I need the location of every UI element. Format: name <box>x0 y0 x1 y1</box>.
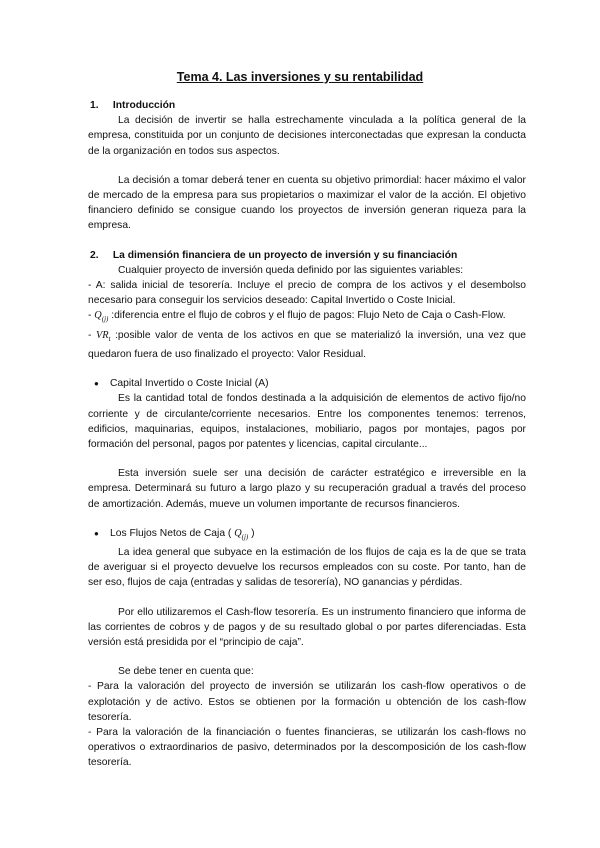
vr-subscript: t <box>108 334 111 343</box>
consider-item-1: - Para la valoración del proyecto de inversión se utilizarán los cash-flow operativos o de explotación y de activo. Estos se obtienen por la formación u obtención de los cash-flow tesorería. <box>88 681 526 723</box>
bullet-2-paragraph-2: Por ello utilizaremos el Cash-flow tesorería. Es un instrumento financiero que informa de las corrientes de cobros y de pagos y de su resultado global o por partes diferenciadas. Esta versión está presidida por el “principio de caja”. <box>88 606 526 649</box>
bullet-1-paragraph-2: Esta inversión suele ser una decisión de carácter estratégico e irreversible en la empresa. Determinará su futuro a largo plazo y su recuperación gradual a través del proceso de amortización. Además, mueve un volumen importante de recursos financieros. <box>88 468 526 510</box>
document-title: Tema 4. Las inversiones y su rentabilidad <box>176 70 424 84</box>
variable-vr-text: :posible valor de venta de los activos en que se materializó la inversión, una vez que quedaron fuera de uso finalizado el proyecto: Valor Residual. <box>88 329 526 360</box>
variable-q-text: :diferencia entre el flujo de cobros y el flujo de pagos: Flujo Neto de Caja o Cash-Flow. <box>108 310 506 322</box>
bullet-2-title-pre: Los Flujos Netos de Caja ( <box>110 527 235 539</box>
section-1-paragraph-1: La decisión de invertir se halla estrechamente vinculada a la política general de la empresa, constituida por un conjunto de decisiones interconectadas que expresan la conducta de la organización en todos sus aspectos. <box>88 115 526 157</box>
bullet-2-paragraph-1: La idea general que subyace en la estimación de los flujos de caja es la de que se trata de averiguar si el proyecto devuelve los recursos empleados con su coste. Por tanto, han de ser eso, flujos de caja (entradas y salidas de tesorería), NO ganancias y pérdidas. <box>88 547 526 589</box>
section-2-title: La dimensión financiera de un proyecto de inversión y su financiación <box>112 249 458 261</box>
section-1-title: Introducción <box>112 100 176 111</box>
consider-item-2: - Para la valoración de la financiación o fuentes financieras, se utilizarán los cash-flows no operativos o extraordinarios de pasivo, determinados por la descomposición de los cash-flow tesorería. <box>88 727 526 769</box>
bullet-2-q-symbol: Q <box>234 527 242 539</box>
bullet-2-title-post: ) <box>248 527 255 539</box>
consider-intro: Se debe tener en cuenta que: <box>118 666 254 678</box>
bullet-1-title: Capital Invertido o Coste Inicial (A) <box>110 378 269 390</box>
bullet-2-symbol <box>234 528 248 539</box>
document-body <box>88 98 526 771</box>
vr-symbol: VR <box>95 329 109 341</box>
variable-a: - A: salida inicial de tesorería. Incluye el precio de compra de los activos y el desembolso necesario para conseguir los servicios deseado: Capital Invertido o Coste Inicial. <box>88 280 526 307</box>
section-2-heading <box>88 248 526 263</box>
variable-q-prefix: - <box>88 310 95 322</box>
variable-vr <box>88 328 526 362</box>
bullet-1-paragraph-1: Es la cantidad total de fondos destinada a la adquisición de elementos de activo fijo/no corriente y de circulante/corriente necesarios. Entre los componentes tenemos: terrenos, edificios, maquinarias, equipos, instalaciones, mobiliario, pagos por montajes, pagos por formación del personal, pagos por patentes y licencias, capital circulante... <box>88 393 526 450</box>
bullet-dot-icon: ● <box>94 379 99 389</box>
variable-vr-prefix: - <box>88 329 96 341</box>
section-2-number: 2. <box>90 249 99 261</box>
variable-q <box>88 308 526 327</box>
section-2-intro: Cualquier proyecto de inversión queda definido por las siguientes variables: <box>118 264 464 276</box>
bullet-2-q-subscript: (j) <box>241 532 249 541</box>
section-1-paragraph-2: La decisión a tomar deberá tener en cuenta su objetivo primordial: hacer máximo el valor de mercado de la empresa para sus propietarios o maximizar el valor de la acción. El objetivo financiero definido se consigue cuando los proyectos de inversión generan riqueza para la empresa. <box>88 174 526 232</box>
bullet-flujos-netos <box>88 526 526 545</box>
section-1-heading <box>88 98 526 113</box>
section-1-number: 1. <box>90 100 99 111</box>
q-symbol: Q <box>94 310 102 322</box>
bullet-capital-invertido <box>88 376 526 391</box>
bullet-dot-icon: ● <box>94 528 99 538</box>
q-subscript: (j) <box>101 315 109 324</box>
variable-vr-symbol <box>96 330 111 341</box>
variable-q-symbol <box>94 310 109 324</box>
